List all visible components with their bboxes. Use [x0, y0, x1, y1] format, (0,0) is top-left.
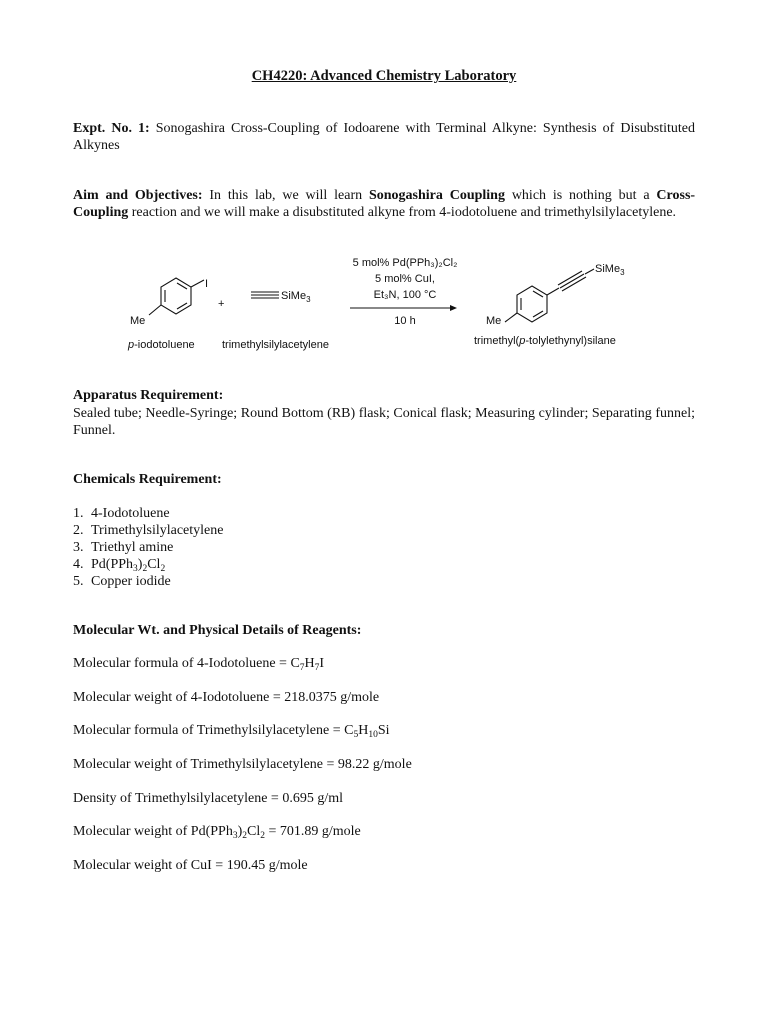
condition-catalyst: 5 mol% Pd(PPh₃)₂Cl₂: [352, 257, 458, 269]
aim-label: Aim and Objectives:: [73, 188, 203, 203]
list-item: 1. 4-Iodotoluene: [73, 506, 170, 521]
mw-iodotoluene: Molecular weight of 4-Iodotoluene = 218.0375 g/mole: [73, 690, 380, 705]
chemicals-heading: Chemicals Requirement:: [73, 472, 222, 487]
chemicals-list: [73, 505, 223, 590]
page-title: CH4220: Advanced Chemistry Laboratory: [251, 68, 517, 84]
apparatus-heading: Apparatus Requirement:: [73, 388, 224, 403]
mw-tms-acetylene: Molecular weight of Trimethylsilylacetylene = 98.22 g/mole: [73, 757, 412, 772]
tms-reagent-label: SiMe$_3$: [281, 290, 311, 304]
list-item: 2. Trimethylsilylacetylene: [73, 523, 224, 538]
aim-text-1: In this lab, we will learn: [209, 188, 363, 203]
iodotoluene-name: p-iodotoluene: [128, 339, 195, 351]
tms-acetylene-structure: [251, 292, 279, 298]
tms-acetylene-name: trimethylsilylacetylene: [222, 339, 329, 351]
mw-palladium-catalyst: Molecular weight of $Pd(PPh_3)_2Cl_2 = 701.89$ g/mole: [73, 824, 361, 841]
formula-tms-acetylene: Molecular formula of Trimethylsilylacetylene = $C_5H_{10}Si$: [73, 723, 390, 740]
me-label-left: Me: [130, 315, 146, 327]
tms-product-label: SiMe$_3$: [595, 263, 625, 277]
experiment-text: Sonogashira Cross-Coupling of Iodoarene with Terminal Alkyne: Synthesis of Disubstituted Alkynes: [73, 121, 696, 153]
aim-paragraph: [73, 187, 695, 221]
aim-text-3: reaction and we will make a disubstituted alkyne from 4-iodotoluene and trimethylsilylacetylene.: [131, 205, 677, 220]
apparatus-text: Sealed tube; Needle-Syringe; Round Bottom (RB) flask; Conical flask; Measuring cylinder; Separating funnel; Funnel.: [73, 406, 695, 438]
mw-copper-iodide: Molecular weight of CuI = 190.45 g/mole: [73, 858, 308, 873]
product-structure: [505, 269, 594, 322]
reaction-arrow: [350, 305, 457, 311]
list-item: 3. Triethyl amine: [73, 540, 174, 555]
aim-bold-2: Cross-Coupling: [73, 188, 696, 220]
condition-time: 10 h: [394, 315, 416, 327]
condition-base-temp: Et₃N, 100 °C: [373, 289, 437, 301]
experiment-paragraph: [73, 120, 695, 154]
list-item: 4. $Pd(PPh_3)_2Cl_2$: [73, 557, 166, 574]
reaction-scheme: [120, 252, 660, 362]
aim-bold-1: Sonogashira Coupling: [368, 188, 505, 203]
list-item: 5. Copper iodide: [73, 574, 171, 589]
aim-text-2: which is nothing but a: [511, 188, 650, 203]
formula-iodotoluene: Molecular formula of 4-Iodotoluene = $C_7H_7I$: [73, 656, 325, 673]
reagents-heading: Molecular Wt. and Physical Details of Reagents:: [73, 623, 362, 638]
iodo-label: I: [205, 278, 209, 290]
plus-sign: +: [218, 298, 225, 310]
experiment-label: Expt. No. 1:: [73, 121, 150, 136]
product-name: trimethyl(p-tolylethynyl)silane: [474, 335, 616, 347]
condition-cocatalyst: 5 mol% CuI,: [375, 273, 435, 285]
me-label-right: Me: [486, 315, 502, 327]
iodotoluene-structure: [149, 278, 204, 315]
density-tms-acetylene: Density of Trimethylsilylacetylene = 0.695 g/ml: [73, 791, 343, 806]
